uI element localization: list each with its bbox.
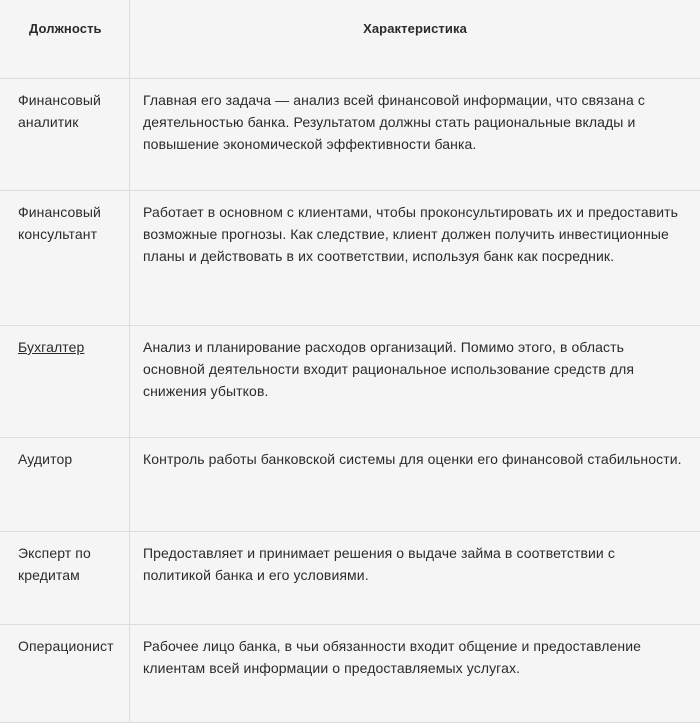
row-description: Рабочее лицо банка, в чьи обязанности входит общение и предоставление клиентам всей информации о предоставляемых услугах. (130, 625, 700, 723)
row-description: Работает в основном с клиентами, чтобы проконсультировать их и предоставить возможные прогнозы. Как следствие, клиент должен получить инвестиционные планы и действовать в их соответствии, используя банк как посредник. (130, 191, 700, 326)
row-description: Предоставляет и принимает решения о выдаче займа в соответствии с политикой банка и его условиями. (130, 532, 700, 625)
row-description: Контроль работы банковской системы для оценки его финансовой стабильности. (130, 438, 700, 532)
row-position: Финансовый аналитик (0, 79, 130, 191)
row-position: Финансовый консультант (0, 191, 130, 326)
accountant-link[interactable]: Бухгалтер (18, 339, 85, 355)
header-position: Должность (0, 0, 130, 79)
row-position: Аудитор (0, 438, 130, 532)
row-position-cell (0, 326, 130, 438)
row-description: Анализ и планирование расходов организаций. Помимо этого, в область основной деятельности входит рациональное использование средств для снижения убытков. (130, 326, 700, 438)
header-description: Характеристика (130, 0, 700, 79)
row-position: Операционист (0, 625, 130, 723)
row-description: Главная его задача — анализ всей финансовой информации, что связана с деятельностью банка. Результатом должны стать рациональные вклады и повышение экономической эффективности банка. (130, 79, 700, 191)
row-position: Эксперт по кредитам (0, 532, 130, 625)
